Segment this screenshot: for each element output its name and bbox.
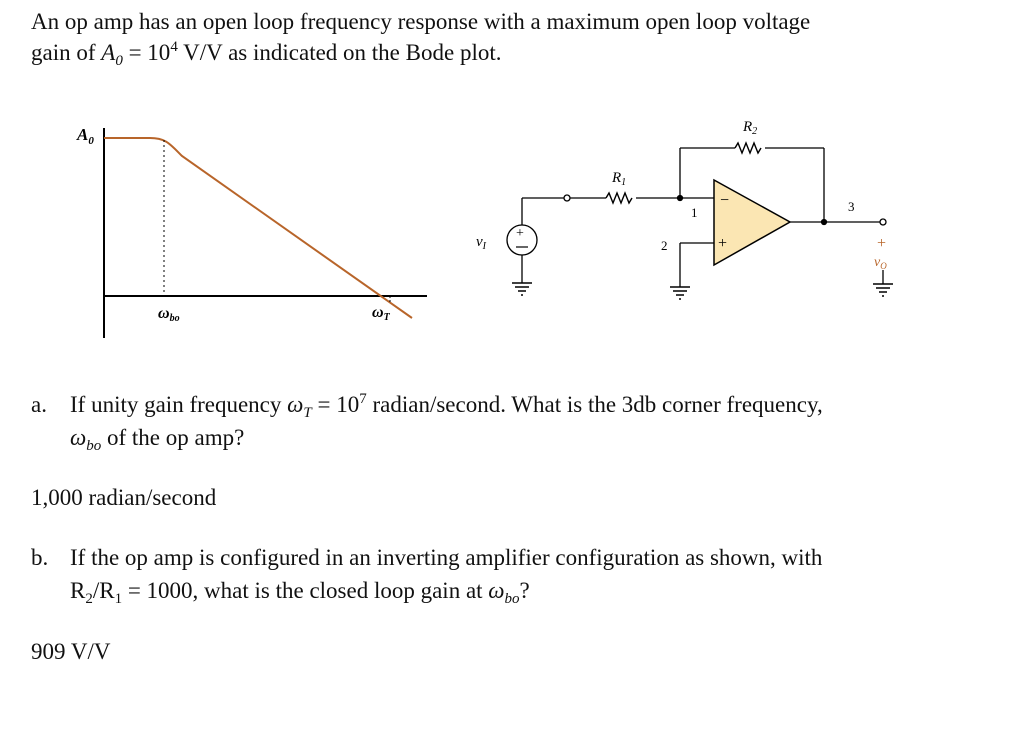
question-b-line-1: If the op amp is configured in an inverting amplifier configuration as shown, with: [70, 545, 823, 570]
answer-a: 1,000 radian/second: [31, 485, 217, 510]
source-plus-sign: +: [516, 226, 524, 241]
inverting-sign: −: [720, 192, 730, 209]
question-a-line-1: If unity gain frequency $\omega_T = 10^7$ radian/second. What is the 3db corner frequency,: [70, 391, 823, 421]
r1-label: $R_1$: [612, 170, 627, 188]
vo-label: $v_O$: [874, 255, 887, 271]
r1-resistor: [606, 193, 632, 203]
intro-line-1: An op amp has an open loop frequency response with a maximum open loop voltage: [31, 9, 811, 34]
opamp-ground-icon: [670, 287, 690, 299]
r2-resistor: [735, 143, 761, 153]
bode-y-label: $A_0$: [77, 125, 94, 147]
r2-label: $R_2$: [743, 119, 758, 137]
question-b-line-2: $R_2/R_1 = 1000$, what is the closed loop gain at $\omega_{bo}$?: [70, 578, 530, 607]
question-a-label: a.: [31, 392, 47, 417]
output-ground-icon: [873, 284, 893, 296]
pin-2-label: 2: [661, 238, 668, 253]
bode-plot: [60, 115, 500, 345]
question-a-line-2: $\omega_{bo}$ of the op amp?: [70, 425, 245, 454]
vi-label: $v_I$: [476, 234, 487, 252]
question-b-label: b.: [31, 545, 49, 570]
source-ground-icon: [512, 283, 532, 295]
bode-response-curve: [104, 138, 412, 318]
bode-wt-label: ωT: [372, 304, 390, 323]
inverting-amplifier-schematic: [460, 108, 900, 308]
intro-line-2: gain of $A_0 = 10^4$ V/V as indicated on the Bode plot.: [31, 39, 502, 69]
pin-1-label: 1: [691, 205, 698, 220]
answer-b: 909 V/V: [31, 639, 111, 664]
output-plus-sign: +: [877, 235, 887, 252]
noninverting-sign: +: [718, 235, 728, 252]
output-terminal: [880, 219, 886, 225]
pin-3-label: 3: [848, 199, 855, 214]
bode-wbo-label: ωbo: [158, 305, 180, 324]
